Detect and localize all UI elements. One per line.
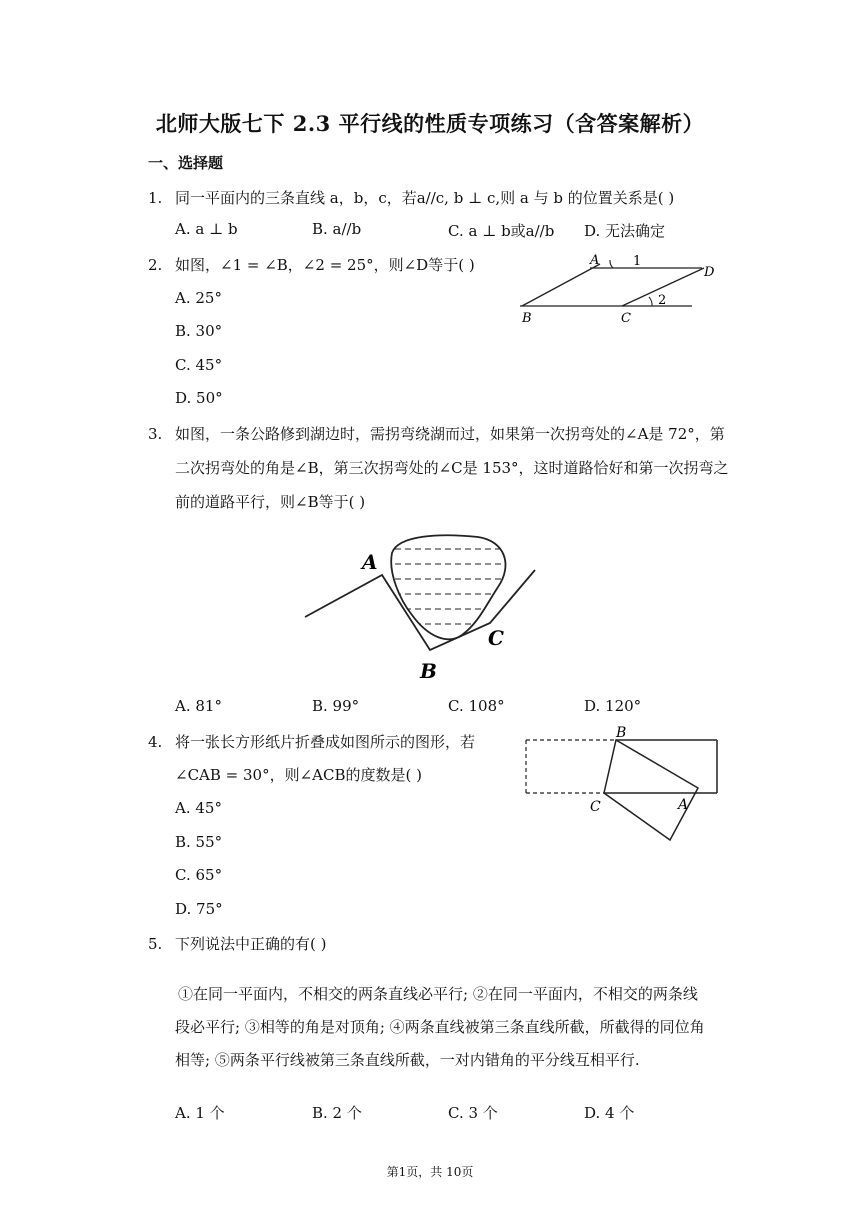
question-2-number: 2. (148, 256, 163, 274)
q4-option-d: D. 75° (175, 900, 223, 918)
section-heading: 一、选择题 (148, 154, 224, 172)
q1-option-a: A. a ⊥ b (175, 220, 238, 238)
q1-option-b: B. a//b (312, 220, 362, 238)
q4-label-a: A (678, 797, 689, 813)
question-1-number: 1. (148, 189, 163, 207)
q3-label-a: A (362, 550, 378, 574)
question-5-stem: 下列说法中正确的有( ) (175, 935, 327, 953)
q4-option-c: C. 65° (175, 866, 223, 884)
q1-option-c: C. a ⊥ b或a//b (448, 222, 555, 240)
q5-option-b: B. 2 个 (312, 1104, 362, 1122)
q4-figure (520, 722, 725, 847)
q2-option-a: A. 25° (175, 289, 222, 307)
q4-label-b: B (616, 725, 627, 741)
q3-option-d: D. 120° (584, 697, 642, 715)
q3-option-c: C. 108° (448, 697, 505, 715)
question-2-stem: 如图，∠1 = ∠B，∠2 = 25°，则∠D等于( ) (175, 256, 475, 274)
q5-statement-line-1: ①在同一平面内，不相交的两条直线必平行; ②在同一平面内，不相交的两条线 (178, 985, 698, 1003)
q2-label-angle-1: 1 (633, 254, 642, 269)
q2-label-b: B (522, 311, 532, 325)
q3-figure (300, 525, 545, 685)
page-footer: 第1页，共 10页 (386, 1165, 474, 1179)
question-3-stem-line-3: 前的道路平行，则∠B等于( ) (175, 493, 366, 511)
q1-option-d: D. 无法确定 (584, 222, 666, 240)
q3-label-b: B (420, 659, 437, 683)
question-5-number: 5. (148, 935, 163, 953)
q2-option-c: C. 45° (175, 356, 223, 374)
question-4-stem-line-1: 将一张长方形纸片折叠成如图所示的图形，若 (175, 733, 476, 751)
q5-statement-line-3: 相等; ⑤两条平行线被第三条直线所截，一对内错角的平分线互相平行. (175, 1051, 640, 1069)
q2-label-c: C (621, 311, 631, 325)
question-4-number: 4. (148, 733, 163, 751)
q2-label-d: D (704, 265, 715, 280)
q4-option-b: B. 55° (175, 833, 223, 851)
q5-option-a: A. 1 个 (175, 1104, 225, 1122)
question-3-stem-line-2: 二次拐弯处的角是∠B，第三次拐弯处的∠C是 153°，这时道路恰好和第一次拐弯之 (175, 459, 729, 477)
q2-option-d: D. 50° (175, 389, 223, 407)
q2-label-a: A (590, 253, 600, 268)
q5-statement-line-2: 段必平行; ③相等的角是对顶角; ④两条直线被第三条直线所截，所截得的同位角 (175, 1018, 705, 1036)
q4-option-a: A. 45° (175, 799, 222, 817)
q2-option-b: B. 30° (175, 322, 223, 340)
q3-option-a: A. 81° (175, 697, 222, 715)
q5-option-c: C. 3 个 (448, 1104, 498, 1122)
question-4-stem-line-2: ∠CAB = 30°，则∠ACB的度数是( ) (175, 766, 422, 784)
question-1-stem: 同一平面内的三条直线 a，b，c，若a//c, b ⊥ c,则 a 与 b 的位置关系是( ) (175, 189, 675, 207)
question-3-stem-line-1: 如图，一条公路修到湖边时，需拐弯绕湖而过，如果第一次拐弯处的∠A是 72°，第 (175, 425, 725, 443)
page-title: 北师大版七下 2.3 平行线的性质专项练习（含答案解析） (155, 111, 705, 136)
q2-label-angle-2: 2 (658, 293, 667, 308)
q3-label-c: C (488, 626, 504, 650)
q2-figure (510, 250, 735, 325)
question-3-number: 3. (148, 425, 163, 443)
q5-option-d: D. 4 个 (584, 1104, 635, 1122)
q3-option-b: B. 99° (312, 697, 360, 715)
q4-label-c: C (590, 799, 601, 815)
